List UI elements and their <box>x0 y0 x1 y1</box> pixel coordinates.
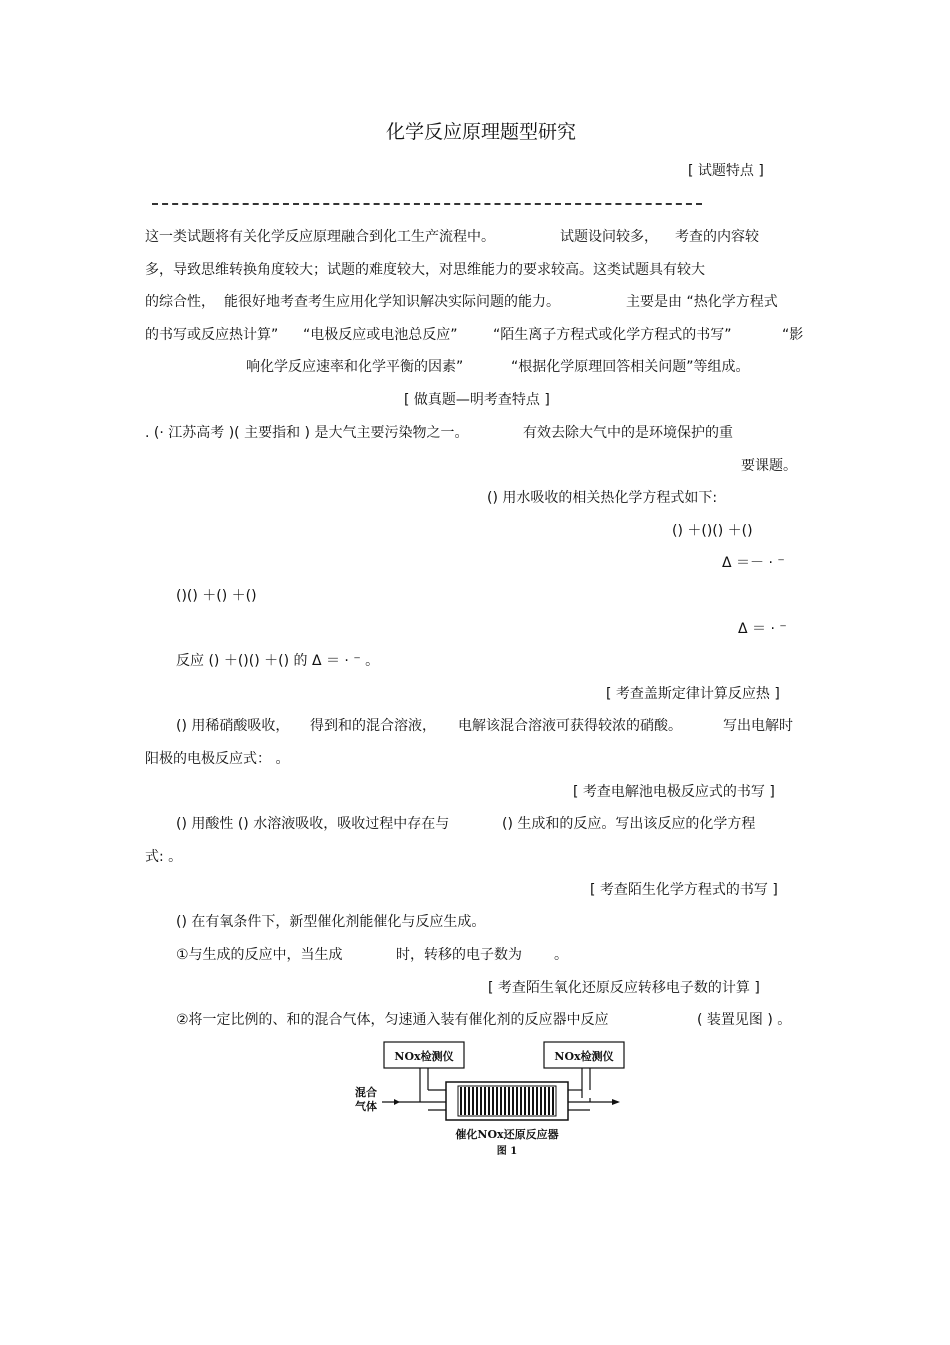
intro-text: 的书写或反应热计算” <box>145 327 279 343</box>
inlet-label: 混合 <box>355 1086 377 1099</box>
reactor-label: 催化NOx还原反应器 <box>455 1128 559 1141</box>
subquestion-4-1: 时，转移的电子数为 <box>396 947 522 963</box>
detector-label-right: NOx检测仪 <box>554 1050 614 1063</box>
equation-2: ()() ＋() ＋() <box>176 588 257 604</box>
intro-text: “影 <box>782 327 804 343</box>
intro-text: 主要是由 “热化学方程式 <box>626 294 778 310</box>
subquestion-2: 阳极的电极反应式： 。 <box>145 751 290 767</box>
intro-text: 能很好地考查考生应用化学知识解决实际问题的能力。 <box>224 294 560 310</box>
intro-text: 试题设问较多， <box>560 229 658 245</box>
subquestion-4-2: ( 装置见图 ) 。 <box>697 1012 792 1028</box>
section-header-real-exam: [ 做真题—明考查特点 ] <box>404 392 550 408</box>
equation-1: () ＋()() ＋() <box>672 523 753 539</box>
subquestion-3: () 用酸性 () 水溶液吸收，吸收过程中存在与 <box>176 816 450 832</box>
question-stem: 有效去除大气中的是环境保护的重 <box>523 425 733 441</box>
intro-text: 的综合性， <box>145 294 215 310</box>
intro-text: “根据化学原理回答相关问题”等组成。 <box>511 359 750 375</box>
exam-point-tag: [ 考查陌生化学方程式的书写 ] <box>590 882 778 898</box>
subquestion-3: 式: 。 <box>145 849 183 865</box>
exam-point-tag: [ 考查盖斯定律计算反应热 ] <box>606 686 780 702</box>
intro-text: 这一类试题将有关化学反应原理融合到化工生产流程中。 <box>145 229 495 245</box>
inlet-label: 气体 <box>355 1100 377 1113</box>
subquestion-2: () 用稀硝酸吸收， <box>176 718 290 734</box>
intro-text: 多，导致思维转换角度较大；试题的难度较大，对思维能力的要求较高。这类试题具有较大 <box>145 262 705 278</box>
intro-text: “陌生离子方程式或化学方程式的书写” <box>493 327 732 343</box>
equation-3: 反应 () ＋()() ＋() 的 Δ ＝ · ⁻ 。 <box>176 653 380 669</box>
subquestion-2: 写出电解时 <box>723 718 793 734</box>
question-stem: . (· 江苏高考 )( 主要指和 ) 是大气主要污染物之一。 <box>145 425 469 441</box>
subquestion-4: () 在有氧条件下，新型催化剂能催化与反应生成。 <box>176 914 486 930</box>
question-stem: 要课题。 <box>741 458 797 474</box>
figure-caption: 图 1 <box>496 1146 518 1157</box>
enthalpy-2: Δ ＝ · ⁻ <box>738 621 787 637</box>
subquestion-2: 电解该混合溶液可获得较浓的硝酸。 <box>458 718 682 734</box>
intro-text: 响化学反应速率和化学平衡的因素” <box>246 359 464 375</box>
reactor-diagram <box>350 1040 630 1160</box>
subquestion-4-2: ②将一定比例的、和的混合气体，匀速通入装有催化剂的反应器中反应 <box>176 1012 609 1028</box>
subquestion-4-1: 。 <box>554 947 568 963</box>
intro-text: 考查的内容较 <box>675 229 759 245</box>
page-title: 化学反应原理题型研究 <box>386 121 577 143</box>
exam-point-tag: [ 考查陌生氧化还原反应转移电子数的计算 ] <box>488 980 760 996</box>
exam-point-tag: [ 考查电解池电极反应式的书写 ] <box>573 784 775 800</box>
dashed-divider <box>152 203 702 205</box>
section-header-features: [ 试题特点 ] <box>688 163 764 179</box>
subquestion-1: () 用水吸收的相关热化学方程式如下: <box>487 490 718 506</box>
subquestion-3: () 生成和的反应。写出该反应的化学方程 <box>502 816 756 832</box>
enthalpy-1: Δ ＝－ · ⁻ <box>722 555 785 571</box>
subquestion-4-1: ①与生成的反应中，当生成 <box>176 947 343 963</box>
detector-label-left: NOx检测仪 <box>394 1050 454 1063</box>
intro-text: “电极反应或电池总反应” <box>303 327 458 343</box>
subquestion-2: 得到和的混合溶液， <box>310 718 436 734</box>
